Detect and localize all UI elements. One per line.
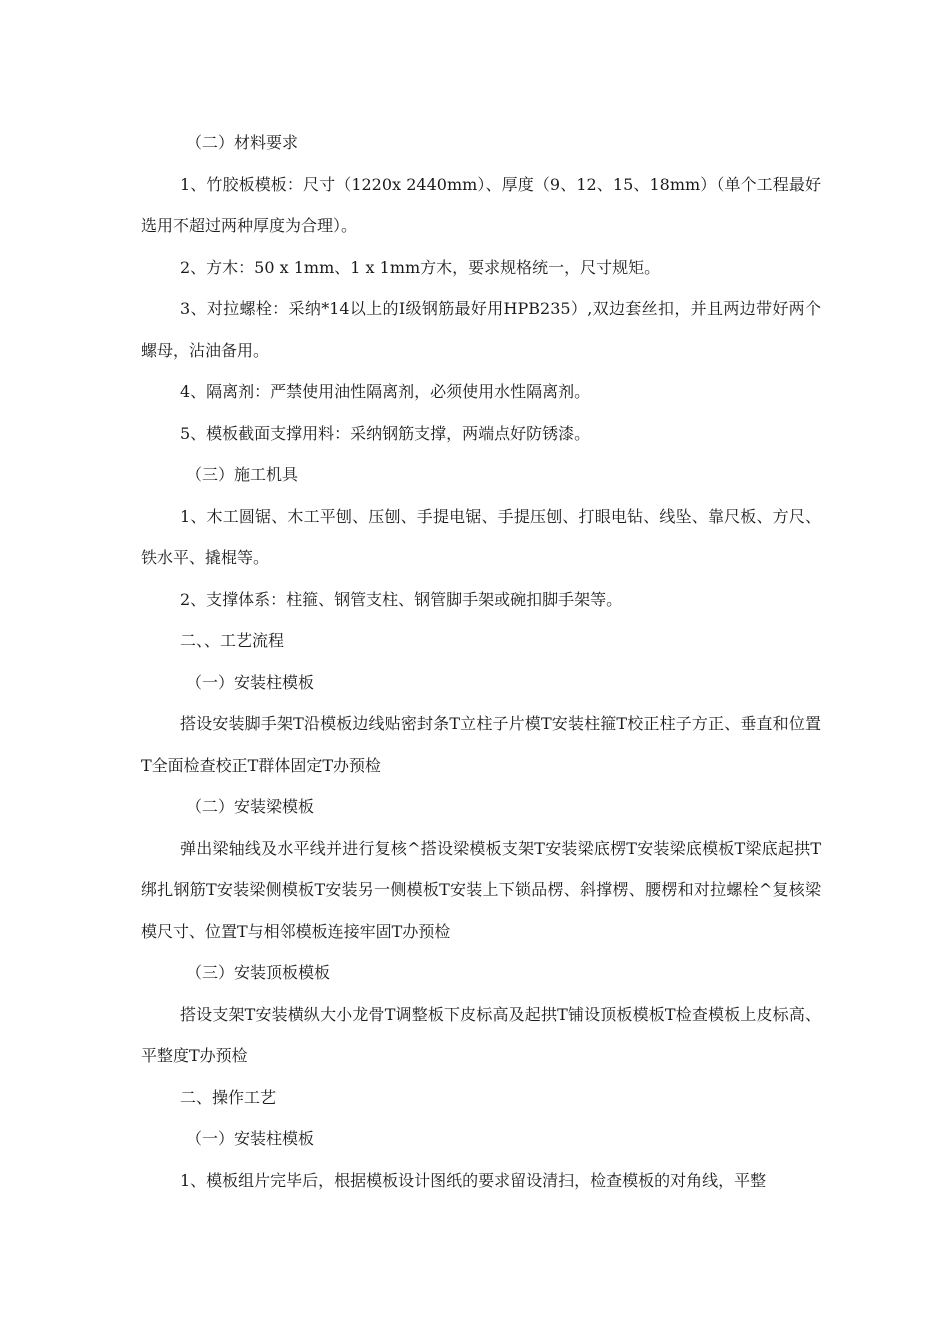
paragraph-section-support: 5、模板截面支撑用料：采纳钢筋支撑，两端点好防锈漆。 (180, 423, 591, 443)
paragraph-column-flow: 搭设安装脚手架T沿模板边线贴密封条T立柱子片模T安装柱箍T校正柱子方正、垂直和位置T全面检查校正T群体固定T办预检 (141, 714, 821, 775)
paragraph-column-operation: 1、模板组片完毕后，根据模板设计图纸的要求留设清扫，检查模板的对角线，平整 (180, 1170, 767, 1190)
paragraph-tools-list: 1、木工圆锯、木工平刨、压刨、手提电锯、手提压刨、打眼电钻、线坠、靠尺板、方尺、铁水平、撬棍等。 (141, 506, 821, 567)
section-heading-material-requirements: （二）材料要求 (186, 133, 299, 152)
paragraph-slab-flow: 搭设支架T安装横纵大小龙骨T调整板下皮标高及起拱T铺设顶板模板T检查模板上皮标高、平整度T办预检 (141, 1004, 821, 1065)
chapter-heading-operation-process: 二、操作工艺 (180, 1087, 277, 1107)
paragraph-release-agent: 4、隔离剂：严禁使用油性隔离剂，必须使用水性隔离剂。 (180, 382, 591, 401)
chapter-heading-process-flow: 二、、工艺流程 (180, 631, 285, 650)
paragraph-bamboo-formwork: 1、竹胶板模板：尺寸（1220x 2440mm）、厚度（9、12、15、18mm）（单个工程最好选用不超过两种厚度为合理）。 (141, 174, 821, 235)
section-heading-construction-tools: （三）施工机具 (186, 465, 299, 484)
section-heading-slab-formwork: （三）安装顶板模板 (186, 963, 331, 982)
paragraph-beam-flow: 弹出梁轴线及水平线并进行复核^搭设梁模板支架T安装梁底楞T安装梁底模板T梁底起拱T绑扎钢筋T安装梁侧模板T安装另一侧模板T安装上下锁品楞、斜撑楞、腰楞和对拉螺栓^复核梁模尺寸、位置T与相邻模板连接牢固T办预检 (141, 838, 821, 941)
paragraph-support-system: 2、支撑体系：柱箍、钢管支柱、钢管脚手架或碗扣脚手架等。 (180, 589, 623, 609)
section-heading-column-formwork-operation: （一）安装柱模板 (186, 1129, 315, 1148)
paragraph-square-timber: 2、方木：50 x 1mm、1 x 1mm方木，要求规格统一，尺寸规矩。 (180, 257, 661, 277)
section-heading-beam-formwork: （二）安装梁模板 (186, 797, 315, 816)
section-heading-column-formwork: （一）安装柱模板 (186, 672, 315, 692)
paragraph-tie-bolts: 3、对拉螺栓：采纳*14以上的Ⅰ级钢筋最好用HPB235）,双边套丝扣，并且两边带好两个螺母，沾油备用。 (141, 299, 821, 360)
document-body (141, 122, 821, 1201)
